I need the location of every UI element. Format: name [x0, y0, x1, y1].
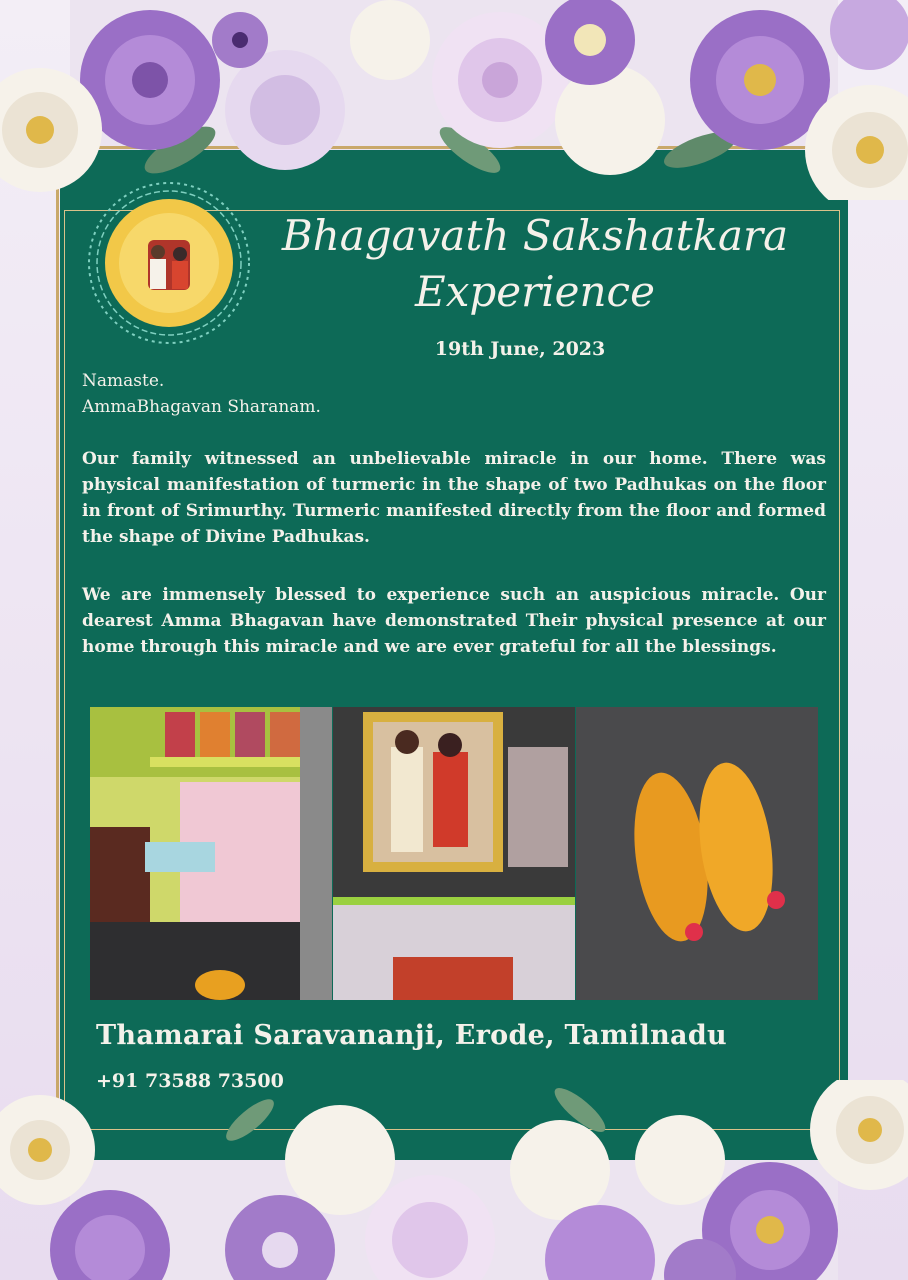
greeting-line1: Namaste.: [82, 371, 165, 391]
phone-number: +91 73588 73500: [96, 1070, 284, 1092]
greeting-line2: AmmaBhagavan Sharanam.: [82, 397, 321, 417]
testimony-paragraph-2: We are immensely blessed to experience such an auspicious miracle. Our dearest Amma Bhagavan have demonstrated Their physical presence at our home through this miracle and we are ever grateful for all the blessings.: [82, 585, 826, 657]
page-title-line1: Bhagavath Sakshatkara: [281, 211, 789, 260]
amma-bhagavan-emblem: [86, 180, 252, 346]
page-title-line2: Experience: [415, 267, 655, 316]
testimony-paragraph-1: Our family witnessed an unbelievable miracle in our home. There was physical manifestation of turmeric in the shape of two Padhukas on the floor in front of Srimurthy. Turmeric manifested directly from the floor and formed the shape of Divine Padhukas.: [82, 449, 826, 547]
photo-turmeric-padhukas: [576, 707, 818, 1000]
photo-srimurthy-frame: [333, 707, 575, 1000]
bottom-floral-border: [0, 1080, 908, 1280]
top-floral-border: [0, 0, 908, 200]
date-text: 19th June, 2023: [434, 338, 606, 360]
photo-altar-room: [90, 707, 332, 1000]
devotee-name: Thamarai Saravananji, Erode, Tamilnadu: [96, 1020, 727, 1051]
